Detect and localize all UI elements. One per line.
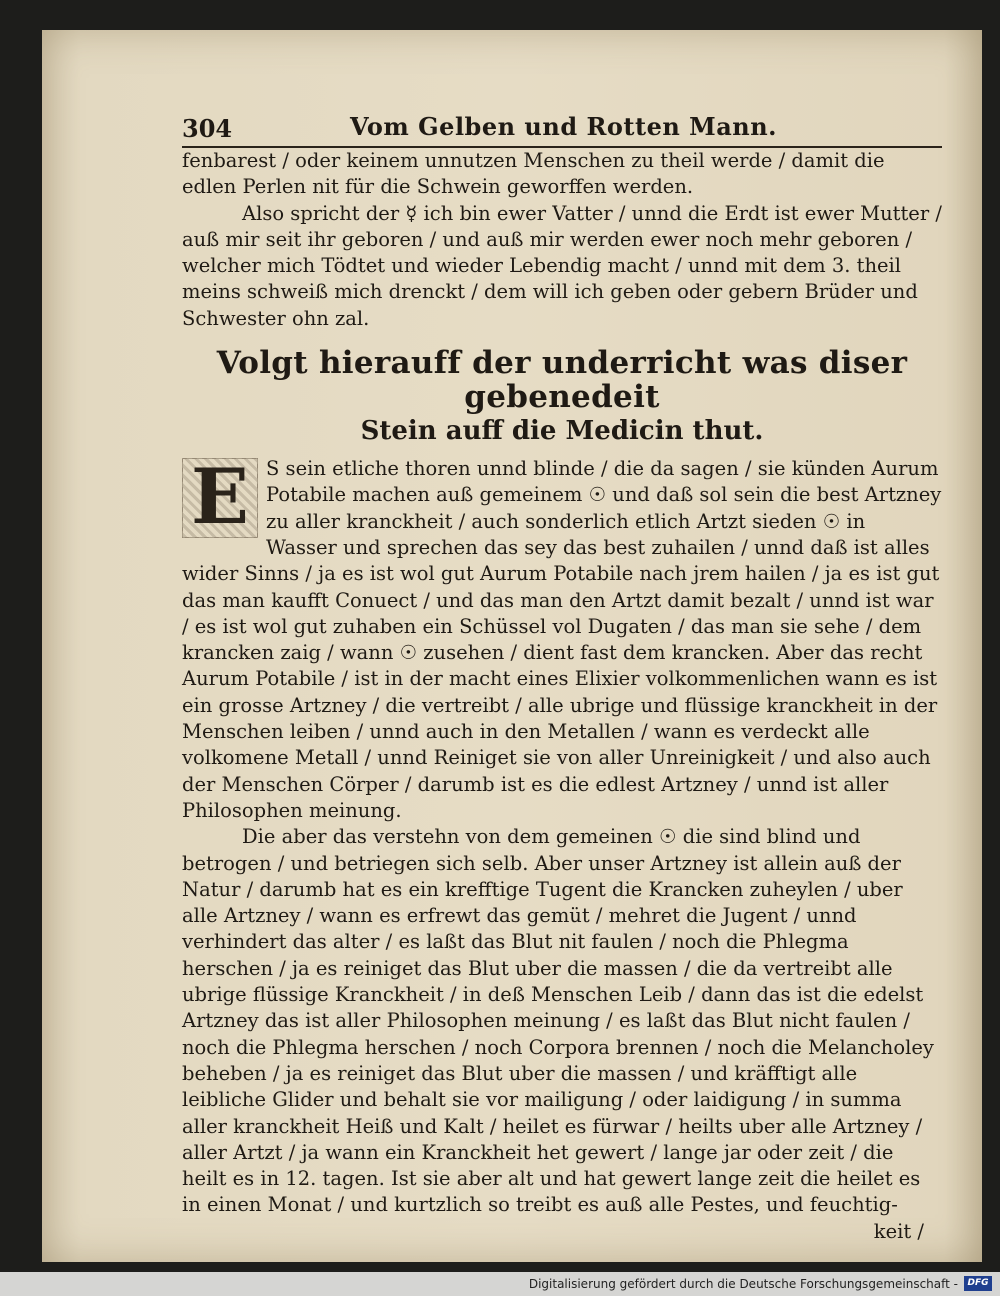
footer-credit: Digitalisierung gefördert durch die Deutsche Forschungsgemeinschaft - bbox=[528, 1277, 958, 1291]
body-text bbox=[182, 148, 942, 1245]
paragraph-with-dropcap bbox=[182, 452, 942, 824]
catchword: keit / bbox=[873, 1219, 924, 1243]
dfg-logo-icon: DFG bbox=[964, 1276, 992, 1291]
paragraph: Also spricht der ☿ ich bin ewer Vatter / unnd die Erdt ist ewer Mutter / auß mir seit ihr geboren / und auß mir werden ewer noch mehr geboren / welcher mich Tödtet und wieder Lebendig macht / unnd mit dem 3. theil meins schweiß mich drenckt / dem will ich geben oder gebern Brüder und Schwester ohn zal. bbox=[182, 201, 942, 330]
section-heading bbox=[182, 346, 942, 448]
section-heading-line1: Volgt hierauff der underricht was diser gebenedeit bbox=[216, 345, 908, 416]
paragraph-main-text: S sein etliche thoren unnd blinde / die da sagen / sie künden Aurum Potabile machen auß gemeinem ☉ und daß sol sein die best Artzney zu aller kranckheit / auch sonderlich etlich Artzt sieden ☉ in Wasser und sprechen das sey das best zuhailen / unnd daß ist alles wider Sinns / ja es ist wol gut Aurum Potabile nach jrem hailen / ja es ist gut das man kaufft Conuect / und das man den Artzt damit bezalt / unnd ist war / es ist wol gut zuhaben ein Schüssel vol Dugaten / das man sie sehe / dem krancken zaig / wann ☉ zusehen / dient fast dem krancken. Aber das recht Aurum Potabile / ist in der macht eines Elixier volkommenlichen wann es ist ein grosse Artzney / die vertreibt / alle ubrige und flüssige kranckheit in der Menschen leiben / unnd auch in den Metallen / wann es verdeckt alle volkomene Metall / unnd Reiniget sie von aller Unreinigkeit / und also auch der Menschen Cörper / darumb ist es die edlest Artzney / unnd ist aller Philosophen meinung. bbox=[182, 457, 942, 822]
page-number: 304 bbox=[182, 114, 233, 143]
page-content bbox=[182, 110, 942, 1245]
running-head: Vom Gelben und Rotten Mann. bbox=[350, 112, 778, 141]
paragraph: Die aber das verstehn von dem gemeinen ☉ die sind blind und betrogen / und betriegen sich selb. Aber unser Artzney ist allein auß der Natur / darumb hat es ein krefftige Tugent die Krancken zuheylen / uber alle Artzney / wann es erfrewt das gemüt / mehret die Jugent / unnd verhindert das alter / es laßt das Blut nit faulen / noch die Phlegma herschen / ja es reiniget das Blut uber die massen / die da vertreibt alle ubrige flüssige Kranckheit / in deß Menschen Leib / dann das ist die edelst Artzney das ist aller Philosophen meinung / es laßt das Blut nicht faulen / noch die Phlegma herschen / noch Corpora brennen / noch die Melancholey beheben / ja es reiniget das Blut uber die massen / und kräfftigt alle leibliche Glider und behalt sie vor mailigung / oder laidigung / in summa aller kranckheit Heiß und Kalt / heilet es fürwar / heilts uber alle Artzney / aller Artzt / ja wann ein Kranckheit het gewert / lange jar oder zeit / die heilt es in 12. tagen. Ist sie aber alt und hat gewert lange zeit die heilet es in einen Monat / und kurtzlich so treibt es auß alle Pestes, und feuchtig- bbox=[182, 825, 934, 1217]
digitization-footer bbox=[0, 1272, 1000, 1296]
page-header bbox=[182, 110, 942, 148]
paragraph: fenbarest / oder keinem unnutzen Menschen zu theil werde / damit die edlen Perlen nit für die Schwein geworffen werden. bbox=[182, 149, 885, 199]
decorated-initial: E bbox=[182, 458, 258, 538]
section-heading-line2: Stein auff die Medicin thut. bbox=[360, 416, 764, 447]
